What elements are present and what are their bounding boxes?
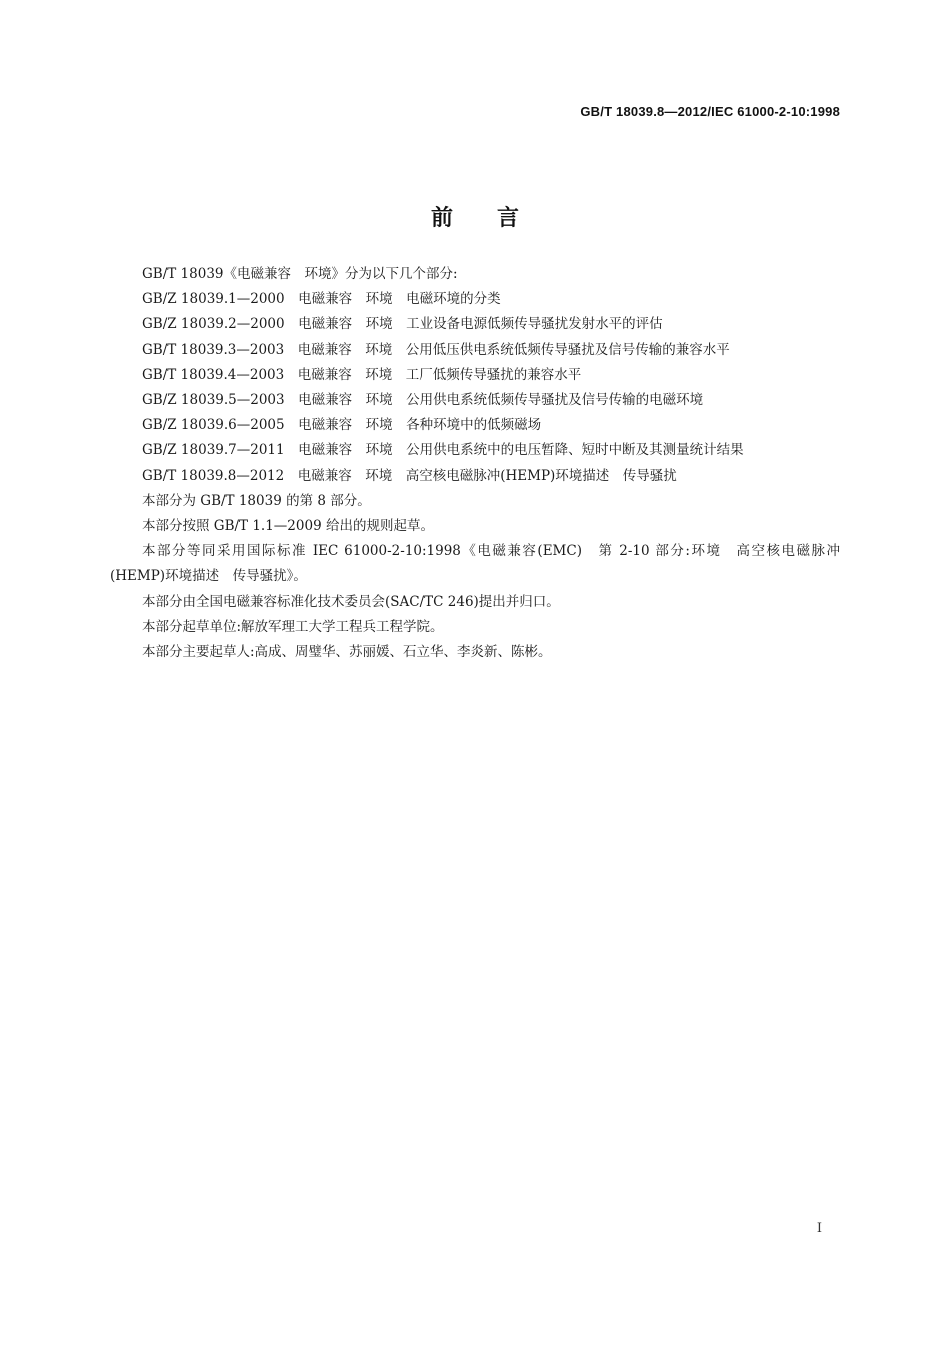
page-number: I: [816, 1221, 822, 1236]
standard-code-header: GB/T 18039.8—2012/IEC 61000-2-10:1998: [580, 104, 840, 119]
paragraph-part-1: GB/Z 18039.1—2000 电磁兼容 环境 电磁环境的分类: [142, 291, 501, 308]
paragraph-part-8: GB/T 18039.8—2012 电磁兼容 环境 高空核电磁脉冲(HEMP)环境描述 传导骚扰: [142, 467, 677, 484]
page-title: 前言: [430, 205, 563, 231]
paragraph-part-2: GB/Z 18039.2—2000 电磁兼容 环境 工业设备电源低频传导骚扰发射水平的评估: [142, 316, 663, 333]
paragraph-drafting-rules: 本部分按照 GB/T 1.1—2009 给出的规则起草。: [142, 518, 434, 535]
paragraph-drafters: 本部分主要起草人:高成、周璧华、苏丽媛、石立华、李炎新、陈彬。: [142, 644, 552, 661]
paragraph-part-6: GB/Z 18039.6—2005 电磁兼容 环境 各种环境中的低频磁场: [142, 417, 542, 434]
paragraph-drafting-unit: 本部分起草单位:解放军理工大学工程兵工程学院。: [142, 618, 444, 635]
preface-body: [110, 262, 840, 665]
paragraph-part-7: GB/Z 18039.7—2011 电磁兼容 环境 公用供电系统中的电压暂降、短时中断及其测量统计结果: [142, 442, 744, 459]
paragraph-committee: 本部分由全国电磁兼容标准化技术委员会(SAC/TC 246)提出并归口。: [142, 593, 560, 610]
paragraph-part-4: GB/T 18039.4—2003 电磁兼容 环境 工厂低频传导骚扰的兼容水平: [142, 366, 582, 383]
paragraph-intro: GB/T 18039《电磁兼容 环境》分为以下几个部分:: [142, 266, 458, 282]
paragraph-adoption: 本部分等同采用国际标准 IEC 61000-2-10:1998《电磁兼容(EMC) 第 2-10 部分:环境 高空核电磁脉冲(HEMP)环境描述 传导骚扰》。: [110, 543, 840, 585]
paragraph-part-3: GB/T 18039.3—2003 电磁兼容 环境 公用低压供电系统低频传导骚扰及信号传输的兼容水平: [142, 341, 730, 358]
paragraph-part-5: GB/Z 18039.5—2003 电磁兼容 环境 公用供电系统低频传导骚扰及信号传输的电磁环境: [142, 392, 704, 409]
paragraph-part-statement: 本部分为 GB/T 18039 的第 8 部分。: [142, 492, 371, 509]
